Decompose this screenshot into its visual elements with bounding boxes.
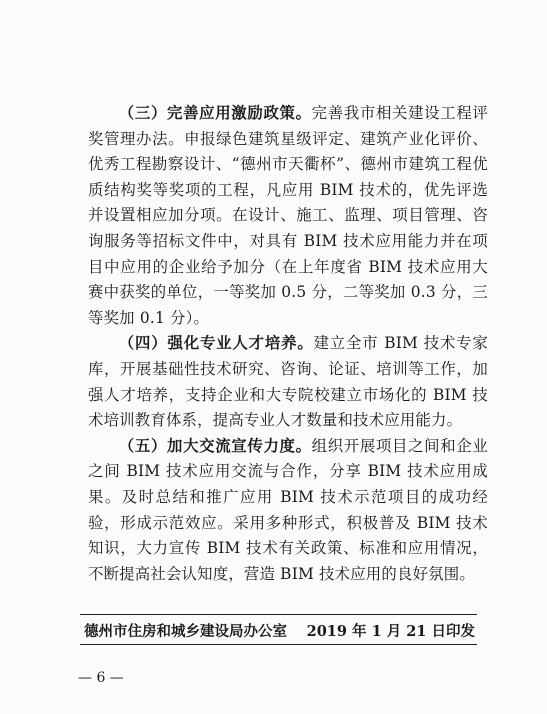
page-number: — 6 —: [78, 670, 124, 686]
section-heading-3: （三）完善应用激励政策。: [118, 104, 312, 122]
paragraph-text-5: 组织开展项目之间和企业之间 BIM 技术应用交流与合作，分享 BIM 技术应用成果。及时总结和推广应用 BIM 技术示范项目的成功经验，形成示范效应。采用多种形式，积极普及 BIM 技术知识，大力宣传 BIM 技术有关政策、标准和应用情况，不断提高社会认知度，营造 BIM 技术应用的良好氛围。: [88, 436, 488, 583]
section-heading-5: （五）加大交流宣传力度。: [118, 436, 312, 455]
footer-top-rule: [80, 614, 477, 615]
paragraph-text-3: 完善我市相关建设工程评奖管理办法。申报绿色建筑星级评定、建筑产业化评价、优秀工程勘察设计、“德州市天衢杯”、德州市建筑工程优质结构奖等奖项的工程，凡应用 BIM 技术的，优先评选并设置相应加分项。在设计、施工、监理、项目管理、咨询服务等招标文件中，对具有 BIM 技术应用能力并在项目中应用的企业给予加分（在上年度省 BIM 技术应用大赛中获奖的单位，一等奖加 0.5 分，二等奖加 0.3 分，三等奖加 0.1 分）。: [88, 104, 488, 327]
body-text: [88, 101, 488, 587]
section-heading-4: （四）强化专业人才培养。: [118, 334, 314, 353]
footer-issuer: 德州市住房和城乡建设局办公室: [84, 623, 287, 640]
footer-bottom-rule: [80, 644, 477, 645]
paragraph-4: [88, 331, 488, 433]
paragraph-5: [88, 434, 488, 588]
paragraph-3: [88, 101, 488, 331]
footer-date: 2019 年 1 月 21 日印发: [306, 623, 475, 640]
paragraph-text-4: 建立全市 BIM 技术专家库，开展基础性技术研究、咨询、论证、培训等工作，加强人才培养，支持企业和大专院校建立市场化的 BIM 技术培训教育体系，提高专业人才数量和技术应用能力。: [88, 334, 488, 430]
